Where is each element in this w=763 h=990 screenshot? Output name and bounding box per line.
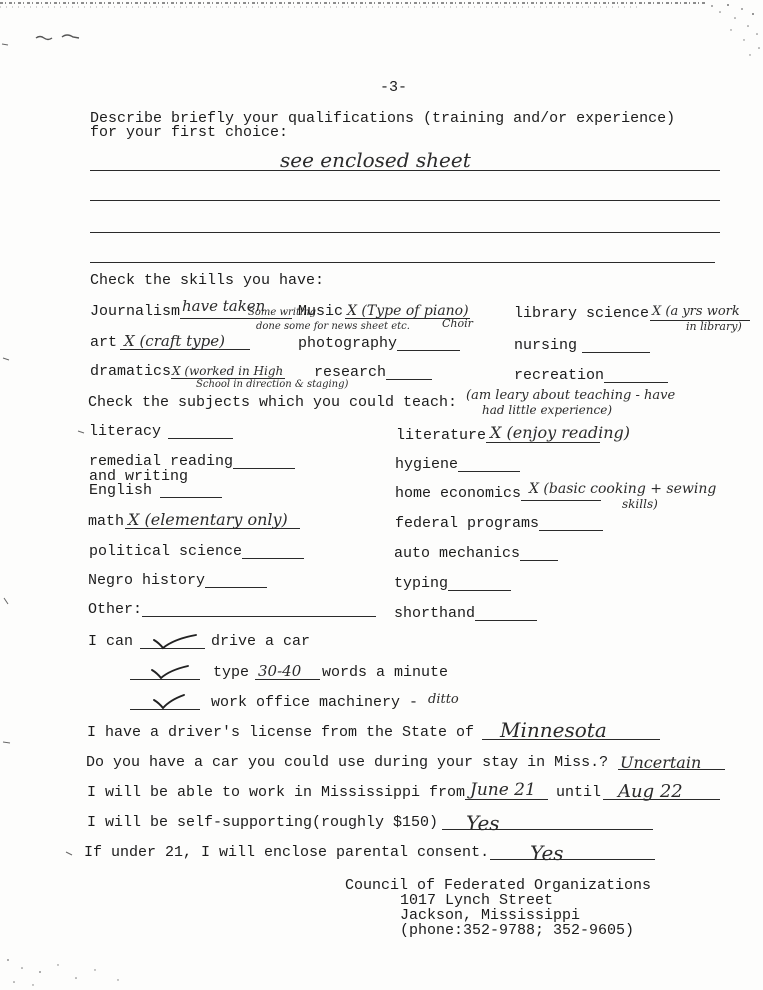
- skill-journalism-note-1: Some writing: [248, 307, 317, 318]
- skill-photography-line: [397, 350, 460, 351]
- subject-shorthand-label: shorthand: [394, 605, 476, 622]
- subject-federal-programs-line: [539, 530, 603, 531]
- skill-art-label: art: [90, 334, 118, 351]
- subject-math-label: math: [88, 513, 125, 530]
- subject-negro-history-line: [205, 587, 267, 588]
- address-street: 1017 Lynch Street: [400, 892, 554, 909]
- question-self-supporting-answer: Yes: [466, 811, 500, 835]
- subject-english-label: English: [89, 482, 153, 499]
- teach-heading: Check the subjects which you could teach:: [88, 394, 458, 411]
- answer-line: [90, 170, 720, 171]
- skill-library-science-answer: X (a yrs work: [652, 304, 740, 319]
- ability-office-label: work office machinery -: [211, 694, 419, 711]
- ability-office-answer: ditto: [428, 692, 459, 707]
- skill-dramatics-note: School in direction & staging): [196, 379, 349, 390]
- subject-typing-line: [448, 590, 511, 591]
- address-org: Council of Federated Organizations: [345, 877, 652, 894]
- subject-typing-label: typing: [394, 575, 449, 592]
- subject-remedial-line: [233, 468, 295, 469]
- check-mark-icon: [152, 692, 198, 710]
- address-city: Jackson, Mississippi: [400, 907, 581, 924]
- subject-literacy-label: literacy: [89, 423, 162, 440]
- skill-music-note: Choir: [442, 317, 473, 330]
- subject-home-economics-answer: X (basic cooking + sewing: [529, 481, 717, 497]
- subject-political-science-label: political science: [89, 543, 243, 560]
- qualifications-answer: see enclosed sheet: [280, 148, 471, 172]
- skill-research-label: research: [314, 364, 387, 381]
- teach-note-2: had little experience): [482, 403, 613, 417]
- skill-recreation-line: [604, 382, 668, 383]
- skill-journalism-answer: have taken: [182, 297, 266, 315]
- answer-line: [90, 200, 720, 201]
- subject-political-science-line: [242, 558, 304, 559]
- question-license: I have a driver's license from the State of: [87, 724, 475, 741]
- subject-auto-mechanics-label: auto mechanics: [394, 545, 521, 562]
- subject-other-line: [142, 616, 376, 617]
- ability-drive-label: drive a car: [211, 633, 311, 650]
- question-consent-line: [490, 859, 655, 860]
- question-consent: If under 21, I will enclose parental consent.: [84, 844, 490, 861]
- subject-auto-mechanics-line: [520, 560, 558, 561]
- teach-note-1: (am leary about teaching - have: [466, 388, 676, 403]
- skill-research-line: [386, 379, 432, 380]
- qualifications-prompt-line1: Describe briefly your qualifications (training and/or experience): [90, 110, 676, 127]
- subject-home-economics-note: skills): [622, 497, 658, 511]
- subject-federal-programs-label: federal programs: [395, 515, 540, 532]
- question-car: Do you have a car you could use during your stay in Miss.?: [86, 754, 609, 771]
- skill-nursing-line: [582, 352, 650, 353]
- subject-other-label: Other:: [88, 601, 143, 618]
- answer-line: [90, 232, 720, 233]
- availability-until-label: until: [556, 784, 602, 801]
- abilities-intro: I can: [88, 633, 134, 650]
- page-number: -3-: [380, 79, 408, 96]
- skill-journalism-note-2: done some for news sheet etc.: [256, 321, 410, 332]
- ability-type-label: type: [213, 664, 250, 681]
- subject-literature-label: literature: [396, 427, 487, 444]
- check-mark-icon: [152, 632, 198, 650]
- question-license-answer: Minnesota: [500, 718, 607, 742]
- check-mark-icon: [150, 662, 196, 680]
- skill-dramatics-label: dramatics: [90, 363, 172, 380]
- answer-line: [90, 262, 715, 263]
- subject-hygiene-label: hygiene: [395, 456, 459, 473]
- ability-type-answer: 30-40: [258, 662, 302, 680]
- skill-art-answer: X (craft type): [124, 332, 225, 350]
- subject-remedial-label-1: remedial reading: [89, 453, 234, 470]
- subject-hygiene-line: [458, 471, 520, 472]
- skill-music-label: Music: [298, 303, 344, 320]
- subject-english-line: [160, 497, 222, 498]
- question-self-supporting: I will be self-supporting(roughly $150): [87, 814, 439, 831]
- subject-literature-answer: X (enjoy reading): [490, 423, 631, 442]
- question-car-answer: Uncertain: [620, 753, 702, 772]
- skill-journalism-line: [180, 318, 292, 319]
- subject-remedial-label-2: and writing: [89, 468, 189, 485]
- subject-negro-history-label: Negro history: [88, 572, 206, 589]
- skill-music-answer: X (Type of piano): [347, 303, 469, 319]
- subject-math-answer: X (elementary only): [128, 510, 288, 529]
- question-availability: I will be able to work in Mississippi from: [87, 784, 466, 801]
- skill-photography-label: photography: [298, 335, 398, 352]
- subject-home-economics-line: [521, 500, 601, 501]
- subject-literature-line: [486, 442, 600, 443]
- qualifications-prompt-line2: for your first choice:: [90, 124, 289, 141]
- skill-recreation-label: recreation: [514, 367, 605, 384]
- subject-shorthand-line: [475, 620, 537, 621]
- subject-literacy-line: [168, 438, 233, 439]
- skills-heading: Check the skills you have:: [90, 272, 325, 289]
- address-phone: (phone:352-9788; 352-9605): [400, 922, 635, 939]
- skill-dramatics-answer: X (worked in High: [172, 364, 284, 378]
- skill-nursing-label: nursing: [514, 337, 578, 354]
- skill-library-science-label: library science: [514, 305, 650, 322]
- skill-journalism-label: Journalism: [90, 303, 181, 320]
- availability-until: Aug 22: [618, 781, 683, 802]
- question-consent-answer: Yes: [530, 841, 564, 865]
- ability-type-label-after: words a minute: [322, 664, 449, 681]
- availability-from: June 21: [470, 780, 536, 800]
- skill-library-science-note: in library): [686, 320, 742, 333]
- subject-home-economics-label: home economics: [395, 485, 522, 502]
